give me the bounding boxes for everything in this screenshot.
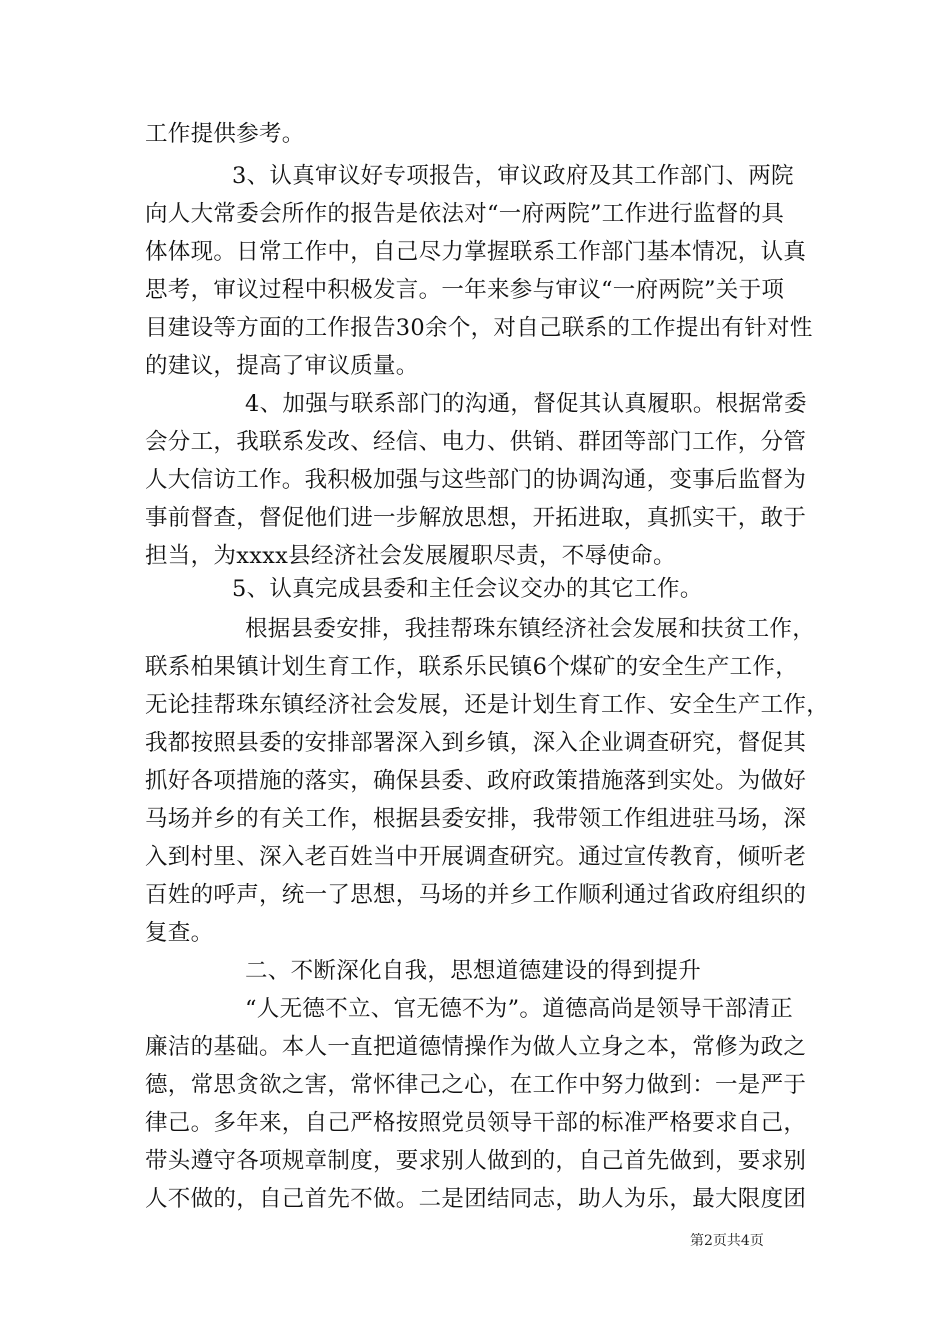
text-line: 我都按照县委的安排部署深入到乡镇，深入企业调查研究，督促其 [145, 730, 807, 756]
paragraph-start-line: 4、加强与联系部门的沟通，督促其认真履职。根据常委 [245, 391, 807, 417]
text-line: 工作提供参考。 [145, 121, 305, 147]
text-line: 担当，为xxxx县经济社会发展履职尽责，不辱使命。 [145, 543, 676, 569]
text-line: 廉洁的基础。本人一直把道德情操作为做人立身之本，常修为政之 [145, 1034, 807, 1060]
page-number-footer: 第2页共4页 [690, 1233, 764, 1249]
paragraph-start-line: 根据县委安排，我挂帮珠东镇经济社会发展和扶贫工作， [245, 616, 816, 642]
text-line: 思考，审议过程中积极发言。一年来参与审议“一府两院”关于项 [145, 277, 785, 303]
text-line: 带头遵守各项规章制度，要求别人做到的，自己首先做到，要求别 [145, 1148, 807, 1174]
text-line: 抓好各项措施的落实，确保县委、政府政策措施落到实处。为做好 [145, 768, 807, 794]
text-line: 会分工，我联系发改、经信、电力、供销、群团等部门工作，分管 [145, 429, 807, 455]
text-line: 向人大常委会所作的报告是依法对“一府两院”工作进行监督的具 [145, 201, 785, 227]
section-heading: 二、不断深化自我，思想道德建设的得到提升 [245, 958, 702, 984]
paragraph-start-line: “人无德不立、官无德不为”。道德高尚是领导干部清正 [245, 996, 794, 1022]
text-line: 体体现。日常工作中，自己尽力掌握联系工作部门基本情况，认真 [145, 239, 807, 265]
text-line: 事前督查，督促他们进一步解放思想，开拓进取，真抓实干，敢于 [145, 505, 807, 531]
text-line: 入到村里、深入老百姓当中开展调查研究。通过宣传教育，倾听老 [145, 844, 807, 870]
text-line: 无论挂帮珠东镇经济社会发展，还是计划生育工作、安全生产工作， [145, 692, 830, 718]
text-line: 德，常思贪欲之害，常怀律己之心，在工作中努力做到：一是严于 [145, 1072, 807, 1098]
text-line: 马场并乡的有关工作，根据县委安排，我带领工作组进驻马场，深 [145, 806, 807, 832]
paragraph-start-line: 5、认真完成县委和主任会议交办的其它工作。 [232, 576, 703, 602]
text-line: 的建议，提高了审议质量。 [145, 353, 419, 379]
paragraph-start-line: 3、认真审议好专项报告，审议政府及其工作部门、两院 [232, 163, 794, 189]
text-line: 联系柏果镇计划生育工作，联系乐民镇6个煤矿的安全生产工作， [145, 654, 799, 680]
text-line: 目建设等方面的工作报告30余个，对自己联系的工作提出有针对性 [145, 315, 813, 341]
text-line: 人不做的，自己首先不做。二是团结同志，助人为乐，最大限度团 [145, 1186, 807, 1212]
text-line: 律己。多年来，自己严格按照党员领导干部的标准严格要求自己， [145, 1110, 807, 1136]
text-line: 人大信访工作。我积极加强与这些部门的协调沟通，变事后监督为 [145, 467, 807, 493]
text-line: 复查。 [145, 920, 214, 946]
text-line: 百姓的呼声，统一了思想，马场的并乡工作顺利通过省政府组织的 [145, 882, 807, 908]
